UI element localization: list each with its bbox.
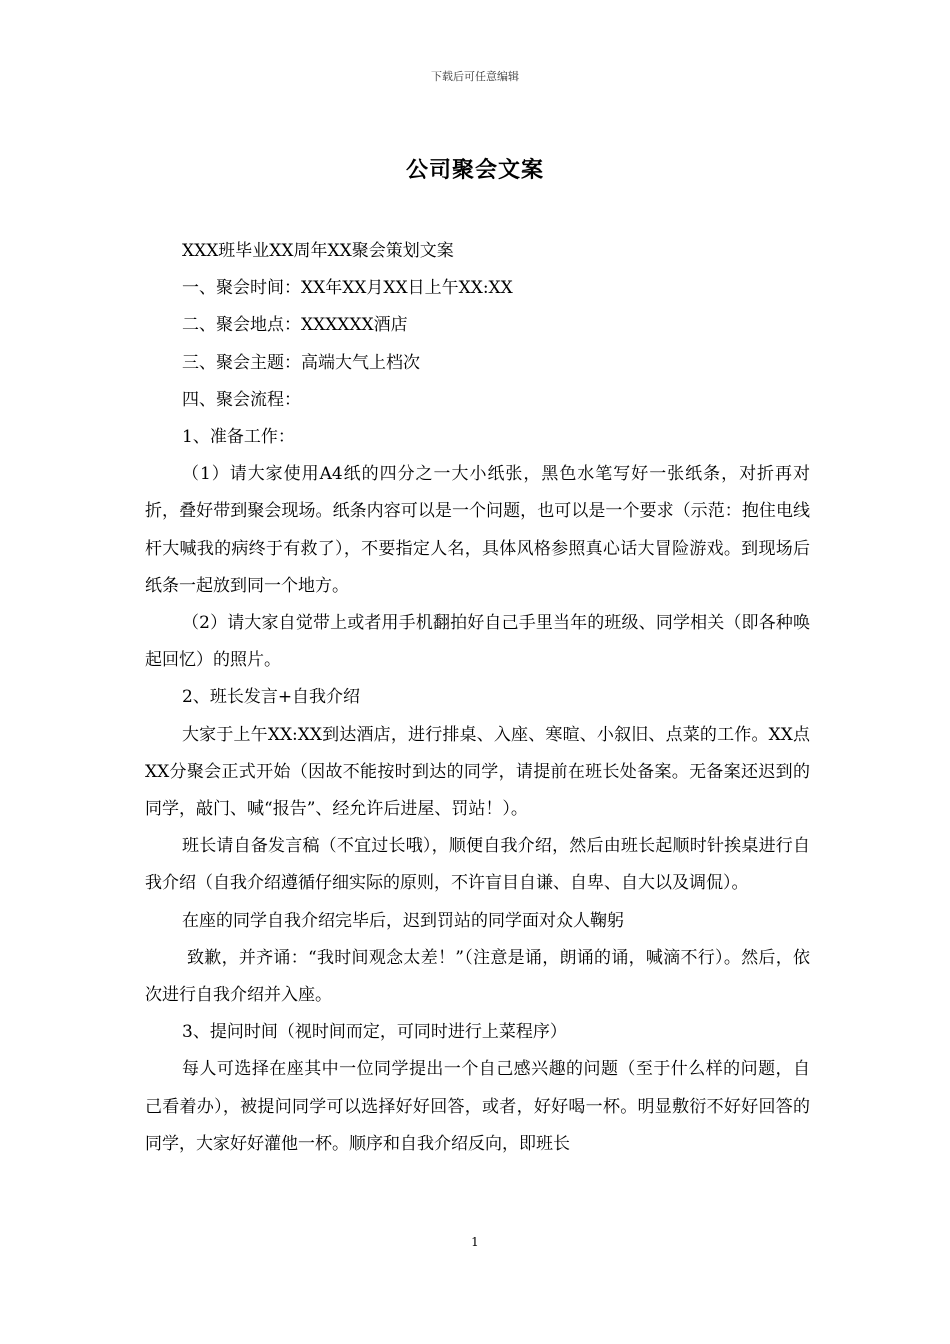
paragraph: 一、聚会时间：XX年XX月XX日上午XX:XX (182, 278, 513, 299)
paragraph: 3、提问时间（视时间而定，可同时进行上菜程序） (182, 1022, 567, 1043)
document-title: 公司聚会文案 (405, 157, 544, 183)
paragraph: 致歉，并齐诵：“我时间观念太差！”（注意是诵，朗诵的诵，喊滴不行）。然后，依次进行自我介绍并入座。 (145, 947, 810, 1006)
paragraph: 二、聚会地点：XXXXXX酒店 (182, 315, 408, 336)
paragraph: 在座的同学自我介绍完毕后，迟到罚站的同学面对众人鞠躬 (182, 910, 624, 931)
paragraph: 四、聚会流程： (182, 389, 301, 410)
paragraph: 三、聚会主题：高端大气上档次 (182, 352, 420, 373)
paragraph: 2、班长发言+自我介绍 (182, 687, 361, 708)
page-number: 1 (471, 1235, 479, 1249)
paragraph: XXX班毕业XX周年XX聚会策划文案 (182, 241, 454, 261)
paragraph: 班长请自备发言稿（不宜过长哦），顺便自我介绍，然后由班长起顺时针挨桌进行自我介绍（自我介绍遵循仔细实际的原则，不许盲目自谦、自卑、自大以及调侃）。 (145, 836, 810, 894)
document-body (145, 233, 810, 1163)
paragraph: 1、准备工作： (182, 427, 295, 448)
paragraph: 每人可选择在座其中一位同学提出一个自己感兴趣的问题（至于什么样的问题，自己看着办），被提问同学可以选择好好回答，或者，好好喝一杯。明显敷衍不好好回答的同学，大家好好灌他一杯。顺序和自我介绍反向，即班长 (145, 1059, 810, 1154)
paragraph: （2）请大家自觉带上或者用手机翻拍好自己手里当年的班级、同学相关（即各种唤起回忆）的照片。 (145, 613, 810, 671)
header-note: 下载后可任意编辑 (431, 70, 519, 83)
paragraph: （1）请大家使用A4纸的四分之一大小纸张，黑色水笔写好一张纸条，对折再对折，叠好带到聚会现场。纸条内容可以是一个问题，也可以是一个要求（示范：抱住电线杆大喊我的病终于有救了），不要指定人名，具体风格参照真心话大冒险游戏。到现场后纸条一起放到同一个地方。 (145, 464, 810, 596)
paragraph: 大家于上午XX:XX到达酒店，进行排桌、入座、寒暄、小叙旧、点菜的工作。XX点XX分聚会正式开始（因故不能按时到达的同学，请提前在班长处备案。无备案还迟到的同学，敲门、喊“报告”、经允许后进屋、罚站！）。 (145, 724, 810, 820)
